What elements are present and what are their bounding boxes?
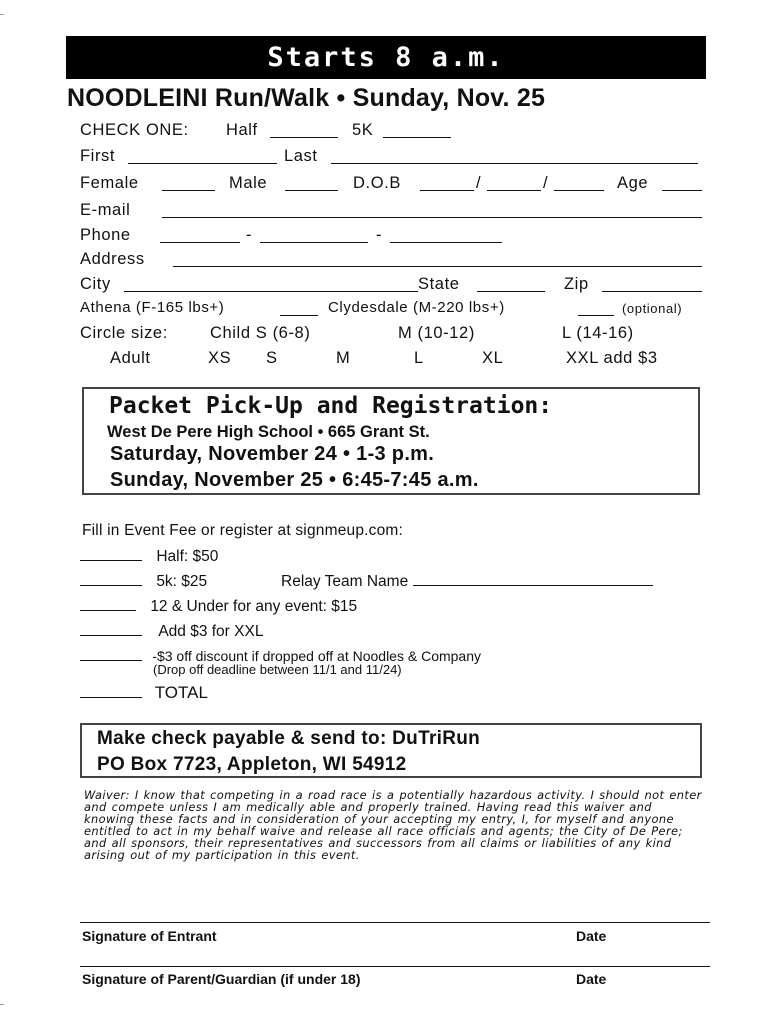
fee-total-field[interactable] (80, 683, 142, 698)
athena-field[interactable] (280, 301, 318, 316)
athena-label: Athena (F-165 lbs+) (80, 299, 225, 316)
age-field[interactable] (662, 176, 702, 191)
optional-note: (optional) (622, 301, 683, 316)
size-adult-xl[interactable]: XL (482, 349, 504, 367)
fee-under12-row (80, 596, 357, 616)
dob-slash-1: / (476, 174, 482, 192)
margin-tick-top (0, 14, 4, 15)
fee-total-label: TOTAL (154, 683, 208, 702)
address-label: Address (80, 250, 145, 268)
first-name-field[interactable] (128, 149, 277, 164)
fee-under12-label: 12 & Under for any event: $15 (150, 598, 358, 615)
start-time-banner: Starts 8 a.m. (66, 36, 706, 79)
event-title: NOODLEINI Run/Walk • Sunday, Nov. 25 (67, 84, 546, 112)
city-label: City (80, 275, 111, 293)
fivek-label: 5K (352, 121, 374, 139)
payment-payable-line: Make check payable & send to: DuTriRun (97, 728, 481, 749)
fee-5k-label: 5k: $25 (156, 573, 208, 590)
fee-half-label: Half: $50 (156, 548, 219, 565)
phone-label: Phone (80, 226, 131, 244)
size-adult-xs[interactable]: XS (208, 349, 232, 367)
payment-box (80, 723, 702, 778)
age-label: Age (617, 174, 649, 192)
city-field[interactable] (124, 277, 418, 292)
size-child-l[interactable]: L (14-16) (562, 324, 634, 342)
entrant-date-label: Date (576, 928, 607, 944)
female-field[interactable] (162, 176, 215, 191)
last-name-field[interactable] (331, 149, 698, 164)
fee-total-row (80, 683, 208, 703)
phone-dash-2: - (376, 226, 383, 244)
fivek-field[interactable] (383, 123, 451, 138)
size-child-m[interactable]: M (10-12) (398, 324, 475, 342)
fee-xxl-row (80, 621, 263, 641)
relay-team-field[interactable] (413, 571, 653, 586)
relay-team-label: Relay Team Name (281, 573, 409, 590)
dob-month-field[interactable] (420, 176, 474, 191)
half-field[interactable] (270, 123, 338, 138)
entrant-signature-line[interactable] (80, 922, 710, 923)
clydesdale-label: Clydesdale (M-220 lbs+) (328, 299, 505, 316)
dob-slash-2: / (543, 174, 549, 192)
state-field[interactable] (477, 277, 545, 292)
packet-pickup-sunday: Sunday, November 25 • 6:45-7:45 a.m. (110, 469, 479, 491)
size-child-s[interactable]: Child S (6-8) (210, 324, 311, 342)
relay-team-row (281, 571, 653, 591)
phone-area-field[interactable] (160, 228, 240, 243)
first-label: First (80, 147, 116, 165)
male-label: Male (229, 174, 268, 192)
fee-under12-field[interactable] (80, 596, 136, 611)
email-label: E-mail (80, 201, 131, 219)
zip-label: Zip (564, 275, 589, 293)
packet-pickup-heading: Packet Pick-Up and Registration: (109, 393, 553, 419)
female-label: Female (80, 174, 139, 192)
packet-pickup-location: West De Pere High School • 665 Grant St. (107, 423, 430, 441)
address-field[interactable] (173, 252, 702, 267)
last-label: Last (284, 147, 318, 165)
fee-half-row (80, 546, 218, 566)
waiver-text: Waiver: I know that competing in a road race is a potentially hazardous activity. I should not enter and compete unless I am medically able and properly trained. Having read this waiver and knowing these facts and in consideration of your accepting my entry, I, for myself and anyone entitled to act in my behalf waive and release all race officials and agents; the City of De Pere; and all sponsors, their representatives and successors from all claims or liabilities of any kind arising out of my participation in this event. (84, 788, 702, 862)
parent-date-label: Date (576, 971, 607, 987)
fee-xxl-label: Add $3 for XXL (158, 623, 264, 640)
size-adult-s[interactable]: S (266, 349, 278, 367)
size-adult-xxl[interactable]: XXL add $3 (566, 349, 658, 367)
fee-xxl-field[interactable] (80, 621, 142, 636)
phone-line-field[interactable] (390, 228, 502, 243)
fee-discount-label: -$3 off discount if dropped off at Noodles & Company (152, 648, 481, 664)
adult-label: Adult (110, 349, 151, 367)
circle-size-label: Circle size: (80, 324, 168, 342)
fee-5k-row (80, 571, 207, 591)
payment-address-line: PO Box 7723, Appleton, WI 54912 (97, 754, 407, 775)
fee-5k-field[interactable] (80, 571, 142, 586)
parent-signature-label: Signature of Parent/Guardian (if under 18) (82, 971, 361, 987)
fee-half-field[interactable] (80, 546, 142, 561)
fee-intro: Fill in Event Fee or register at signmeup.com: (82, 522, 404, 539)
clydesdale-field[interactable] (578, 301, 614, 316)
phone-prefix-field[interactable] (260, 228, 368, 243)
zip-field[interactable] (602, 277, 702, 292)
email-field[interactable] (162, 203, 702, 218)
fee-discount-deadline: (Drop off deadline between 11/1 and 11/24) (153, 662, 402, 677)
dob-year-field[interactable] (554, 176, 604, 191)
packet-pickup-box (82, 387, 700, 495)
size-adult-m[interactable]: M (336, 349, 351, 367)
dob-label: D.O.B (353, 174, 401, 192)
parent-signature-line[interactable] (80, 966, 710, 967)
phone-dash-1: - (246, 226, 253, 244)
fee-discount-field[interactable] (80, 646, 142, 661)
dob-day-field[interactable] (487, 176, 541, 191)
state-label: State (418, 275, 460, 293)
packet-pickup-saturday: Saturday, November 24 • 1-3 p.m. (110, 443, 435, 465)
half-label: Half (226, 121, 258, 139)
entrant-signature-label: Signature of Entrant (82, 928, 217, 944)
size-adult-l[interactable]: L (414, 349, 424, 367)
check-one-label: CHECK ONE: (80, 121, 189, 139)
margin-tick-bottom (0, 1004, 4, 1005)
male-field[interactable] (285, 176, 338, 191)
